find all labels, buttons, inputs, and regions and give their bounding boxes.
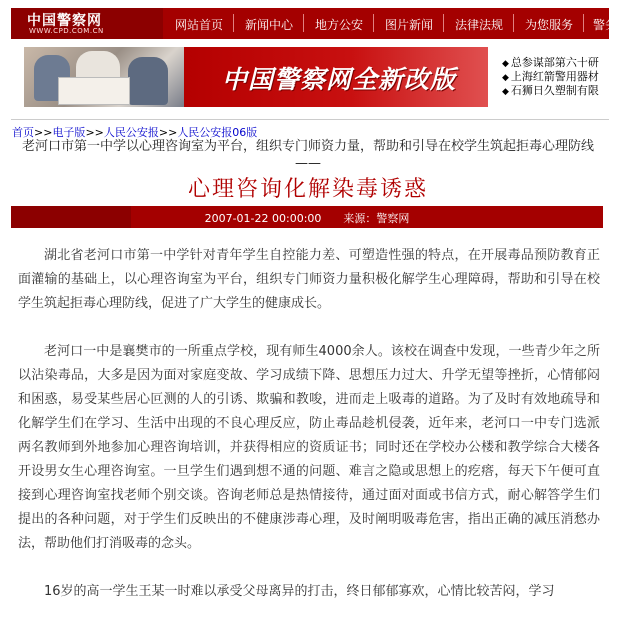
nav-home[interactable]: 网站首页 — [175, 18, 224, 32]
nav-photo-news[interactable]: 图片新闻 — [385, 18, 434, 32]
logo-text: 中国警察网 — [27, 13, 102, 29]
article-paragraph: 16岁的高一学生王某一时难以承受父母离异的打击，终日郁郁寡欢，心情比较苦闷，学习 — [44, 584, 555, 599]
sponsor-link[interactable] — [502, 82, 609, 96]
article-source: 来源：警察网 — [343, 212, 410, 225]
article-date: 2007-01-22 00:00:00 — [204, 212, 322, 225]
nav-divider — [373, 14, 374, 32]
breadcrumb-separator: >> — [158, 126, 178, 139]
breadcrumb-separator: >> — [34, 126, 53, 139]
sponsor-link[interactable] — [502, 54, 609, 68]
article-subtitle: 老河口市第一中学以心理咨询室为平台，组织专门师资力量，帮助和引导在校学生筑起拒毒心理防线—— — [21, 139, 594, 171]
sponsor-link-label: 石狮日久塑制有限 — [510, 84, 599, 97]
nav-divider — [513, 14, 514, 32]
banner-red-panel — [184, 47, 488, 107]
bullet-icon: ◆ — [502, 73, 509, 83]
sponsor-link[interactable] — [502, 68, 609, 82]
logo-url: WWW.CPD.COM.CN — [29, 27, 104, 35]
article-title: 心理咨询化解染毒诱惑 — [187, 177, 428, 202]
promo-banner[interactable] — [24, 47, 488, 107]
site-logo[interactable] — [11, 8, 163, 39]
breadcrumb-separator: >> — [85, 126, 104, 139]
nav-laws[interactable]: 法律法规 — [455, 18, 504, 32]
breadcrumb-home[interactable]: 首页 — [12, 126, 34, 139]
nav-divider — [303, 14, 304, 32]
article-body — [18, 244, 600, 628]
article-paragraph: 老河口一中是襄樊市的一所重点学校，现有师生4000余人。该校在调查中发现，一些青少年之所以沾染毒品，大多是因为面对家庭变故、学习成绩下降、思想压力过大、升学无望等挫折，心情郁闷和困惑，易受某些居心叵测的人的引诱、欺骗和教唆，进而走上吸毒的道路。为了及时有效地疏导和化解学生们在学习、生活中出现的不良心理反应，防止毒品趁机侵袭，近年来，老河口一中专门选派两名教师到外地参加心理咨询培训，并获得相应的资质证书；同时还在学校办公楼和教学综合大楼各开设男女生心理咨询室。一旦学生们遇到想不通的问题、难言之隐或思想上的疙瘩，每天下午便可直接到心理咨询室找老师个别交谈。咨询老师总是热情接待，通过面对面或书信方式，耐心解答学生们提出的各种问题，对于学生们反映出的不健康涉毒心理，及时阐明吸毒危害，指出正确的减压消愁办法，帮助他们打消吸毒的念头。 — [18, 344, 600, 551]
banner-photo — [24, 47, 184, 107]
nav-news-center[interactable]: 新闻中心 — [245, 18, 294, 32]
breadcrumb-peoples-police-paper[interactable]: 人民公安报 — [103, 126, 159, 139]
top-header-bar — [11, 8, 617, 39]
nav-police-affairs[interactable]: 警务 — [593, 18, 617, 32]
breadcrumb-page-06[interactable]: 人民公安报06版 — [177, 126, 258, 139]
nav-divider — [583, 14, 584, 32]
article-meta-bar — [11, 206, 603, 228]
nav-local-police[interactable]: 地方公安 — [315, 18, 364, 32]
sponsor-link-label: 总参谋部第六十研 — [510, 56, 599, 69]
sponsor-link-label: 上海红箭警用器材 — [510, 70, 599, 83]
banner-headline: 中国警察网全新改版 — [222, 65, 457, 94]
article-meta — [11, 210, 603, 226]
photo-newspaper — [58, 77, 130, 105]
photo-figure — [128, 57, 168, 105]
nav-services[interactable]: 为您服务 — [525, 18, 574, 32]
bullet-icon: ◆ — [502, 59, 509, 69]
nav-divider — [233, 14, 234, 32]
sponsor-links — [502, 54, 609, 96]
article-paragraph: 湖北省老河口市第一中学针对青年学生自控能力差、可塑造性强的特点，在开展毒品预防教育正面灌输的基础上，以心理咨询室为平台，组织专门师资力量积极化解学生心理障碍，帮助和引导在校学生筑起拒毒心理防线，促进了广大学生的健康成长。 — [18, 248, 600, 311]
breadcrumb-electronic-edition[interactable]: 电子版 — [52, 126, 86, 139]
nav-divider — [443, 14, 444, 32]
bullet-icon: ◆ — [502, 87, 509, 97]
section-divider — [11, 119, 609, 120]
